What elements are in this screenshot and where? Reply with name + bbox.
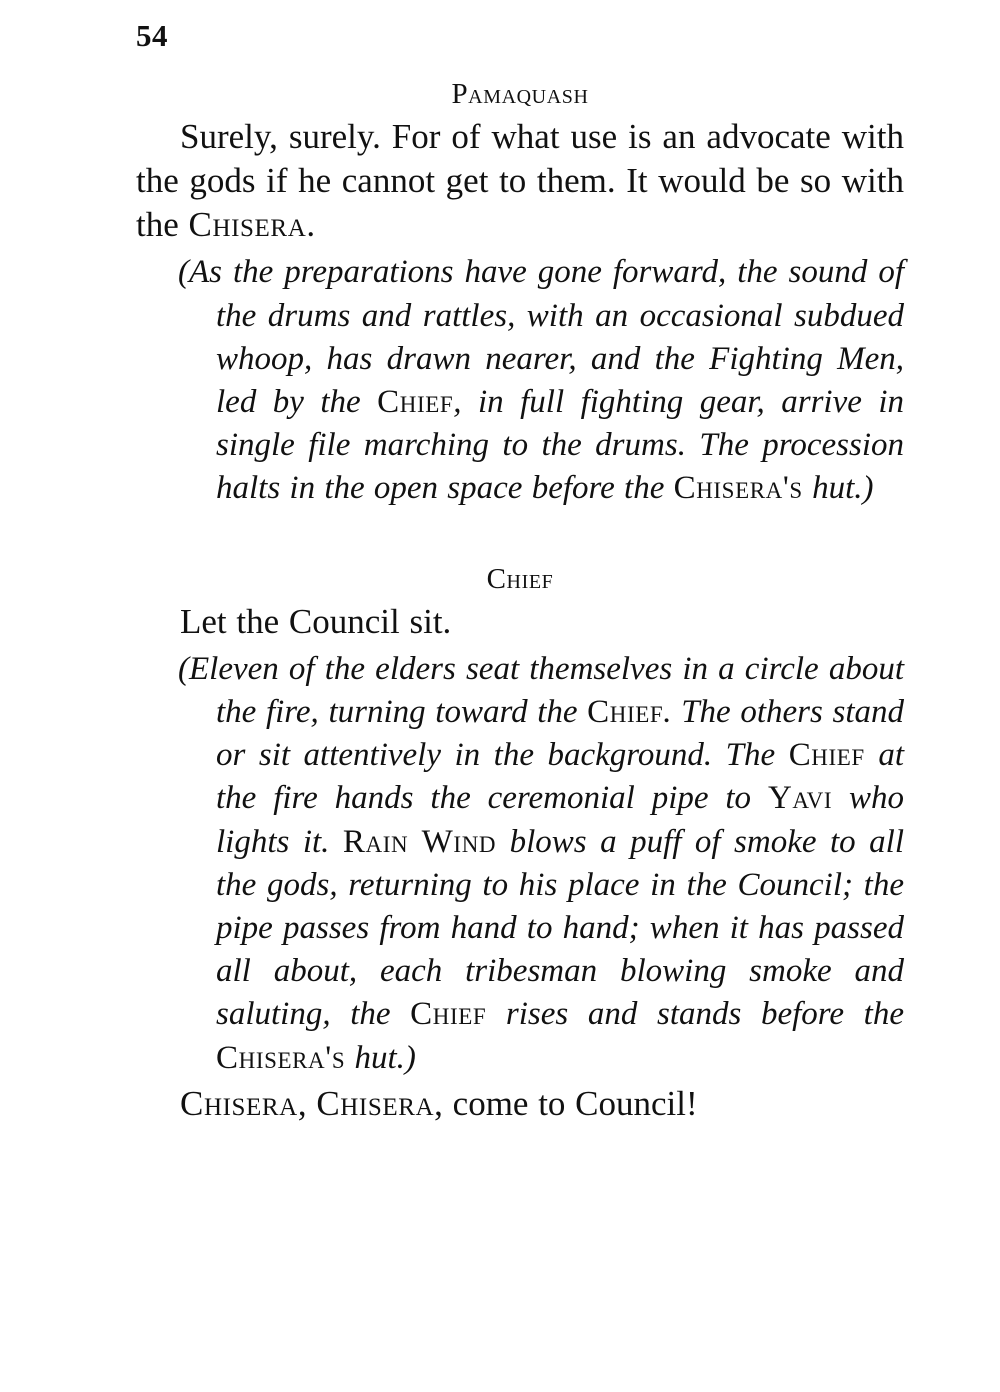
speech-pamaquash: Surely, surely. For of what use is an advocate with the gods if he cannot get to them. It would be so with the Chisera. xyxy=(136,117,904,245)
speech-chief: Let the Council sit. xyxy=(180,601,452,641)
speaker-heading-chief xyxy=(136,563,904,596)
speaker-name: Chief xyxy=(486,562,554,595)
stage-direction-2: (Eleven of the elders seat themselves in a circle about the fire, turning toward the Chief. The others stand or sit attentively in the background. The Chief at the fire hands the ceremonial pipe to Yavi who lights it. Rain Wind blows a puff of smoke to all the gods, returning to his place in the Council; the pipe passes from hand to hand; when it has passed all about, each tribesman blowing smoke and saluting, the Chief rises and stands before the Chisera's hut.) xyxy=(178,650,905,1076)
page-content xyxy=(136,78,904,1126)
speaker-name: Pamaquash xyxy=(451,78,589,110)
page-number: 54 xyxy=(136,18,168,53)
stage-direction-1: (As the preparations have gone forward, the sound of the drums and rattles, with an occasional subdued whoop, has drawn nearer, and the Fighting Men, led by the Chief, in full fighting gear, arrive in single file marching to the drums. The procession halts in the open space before the Chisera's hut.) xyxy=(178,254,905,507)
speech-chief-call: Chisera, Chisera, come to Council! xyxy=(180,1083,698,1123)
speaker-heading-pamaquash xyxy=(136,78,904,111)
